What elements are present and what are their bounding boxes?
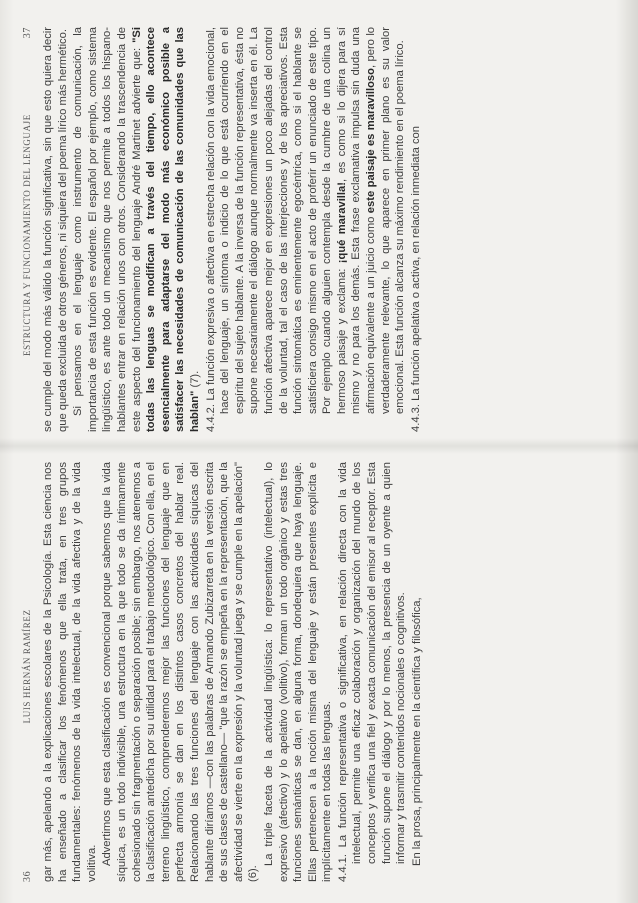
judgment-example: este paisaje es maravilloso (365, 68, 378, 214)
left-paragraph-3: La triple faceta de la actividad lingüística: lo representativo (intelectual), lo expresivo (afectivo) y lo apelativo (volitivo), forman un todo orgánico y estas tres funciones semánticas se dan, en alguna forma, dondequiera que haya lenguaje. Ellas pertenecen a la noción misma del lenguaje y están presentes explícita e implícitamente en todas las lenguas. (262, 462, 334, 882)
section-4-4-2 (204, 27, 408, 432)
right-paragraph-1: se cumple del modo más válido la función significativa, sin que esto quiera decir que queda excluida de otros géneros, ni siquiera del poema lírico más hermético. (42, 27, 69, 432)
left-page (22, 462, 602, 882)
martinet-quote: "Si todas las lenguas se modifican a través del tiempo, ello acontece esencialmente para adaptarse del modo más económico posible a satisfacer las necesidades de comunicación de las comunidades que las hablan" (130, 27, 201, 432)
right-paragraph-2 (71, 27, 202, 432)
expressive-text-middle: , es como si lo dijera para sí mismo y no para los demás. Esta frase exclamativa impulsa sin duda una afirmación equivalente a un juicio como (335, 27, 378, 414)
right-page (22, 27, 602, 432)
left-running-head (22, 462, 33, 882)
expressive-text-start: 4.4.2. La función expresiva o afectiva en estrecha relación con la vida emocional, hace del lenguaje, un síntoma o indicio de lo que está ocurriendo en el espíritu del sujeto hablante. A la inversa de la función representativa, ésta no supone necesariamente el diálogo aunque normalmente va inserta en él. La función afectiva aparece mejor en expresiones un poco alejadas del control de la voluntad, tal el caso de las interjecciones y de los apreciativos. Esta función sintomática es eminentemente egocéntrica, como si el hablante se satisficiera consigo mismo en el acto de proferir un enunciado de este tipo. Por ejemplo cuando alguien contempla desde la cumbre de una colina un hermoso paisaje y exclama: (204, 27, 348, 432)
left-paragraph-2: Advertimos que esta clasificación es convencional porque sabemos que la vida síquica, es un todo indivisible, una estructura en la que todo se da íntimamente cohesionado sin fragmentación o separación posible; sin embargo, nos atenemos a la clasificación antedicha por su utilidad para el trabajo metodológico. Con ella, en el terreno lingüístico, comprenderemos mejor las funciones del lenguaje que en perfecta armonía se dan en los distintos casos concretos del hablar real. Relacionando las tres funciones del lenguaje con las actividades síquicas del hablante diríamos —con las palabras de Armando Zubizarreta en la versión escrita de sus clases de castellano— "que la razón se empeña en la representación, que la afectividad se vierte en la expresión y la voluntad juega y se cumple en la apelación" (6). (101, 462, 260, 882)
book-gutter (0, 438, 638, 454)
martinet-intro: Si pensamos en el lenguaje como instrumento de comunicación, la importancia de esta función es evidente. El español por ejemplo, como sistema lingüístico, es ante todo un mecanismo que nos permite a todos los hispano-hablantes entrar en relación unos con otros. Considerando la trascendencia de este aspecto del funcionamiento del lenguaje André Martinet advierte que: (72, 27, 143, 432)
martinet-citation: (7). (188, 370, 201, 388)
exclamation-example: ¡qué maravilla! (335, 182, 348, 264)
right-running-title: ESTRUCTURA Y FUNCIONAMIENTO DEL LENGUAJE (22, 114, 32, 357)
right-page-number: 37 (22, 27, 33, 39)
expressive-text-end: , pero lo verdaderamente relevante, lo que aparece en primer plano es su valor emocional. Esta función alcanza su máximo rendimiento en el poema lírico. (365, 26, 407, 414)
left-paragraph-1: gar más, apelando a la explicaciones escolares de la Psicología. Esta ciencia nos ha enseñado a clasificar los fenómenos que ella trata, en tres grupos fundamentales: fenómenos de la vida intelectual, de la vida afectiva y de la vida volitiva. (42, 462, 98, 882)
section-4-4-1: 4.4.1. La función representativa o significativa, en relación directa con la vida intelectual, permite una eficaz colaboración y organización del mundo de los conceptos y verifica una fiel y exacta comunicación del emisor al receptor. Esta función supone el diálogo y por lo menos, la presencia de un oyente a quien informar y trasmitir contenidos nocionales o cognitivos. (336, 462, 408, 882)
left-running-title: LUIS HERNÁN RAMÍREZ (22, 609, 32, 724)
right-running-head (22, 27, 33, 432)
section-4-4-3: 4.4.3. La función apelativa o activa, en relación inmediata con (409, 126, 422, 432)
left-paragraph-5: En la prosa, principalmente en la científica y filosófica, (410, 597, 423, 866)
left-page-number: 36 (22, 870, 33, 882)
left-page-body (41, 462, 424, 882)
right-page-body (41, 27, 423, 432)
